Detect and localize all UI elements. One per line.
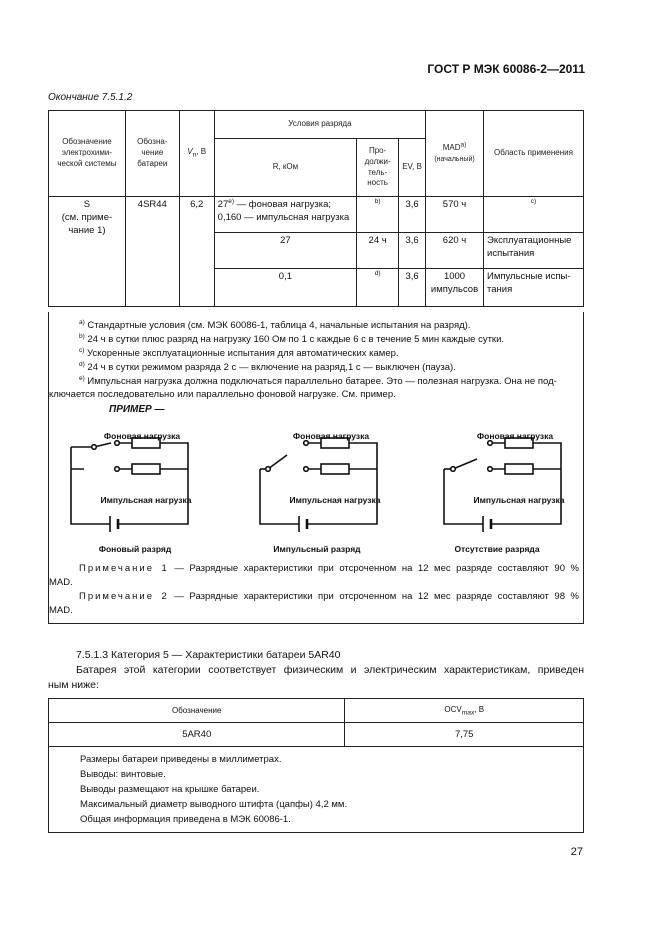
cell-battery: 4SR44 [125, 197, 179, 307]
cell-vn: 6,2 [179, 197, 214, 307]
note-1: Примечание 1 — Разрядные характеристики при отсроченном на 12 мес разряде составляют 90 % [79, 563, 579, 574]
table-row [49, 197, 584, 233]
cell-duration: b) [357, 197, 399, 233]
continuation-label: Окончание 7.5.1.2 [48, 92, 133, 103]
cell-application: c) [484, 197, 584, 233]
note-2-end: MAD. [49, 605, 73, 616]
cell-application: Импульсные испытания [484, 269, 584, 307]
cell-mad: 570 ч [426, 197, 484, 233]
footnote-c: $^{c)}$ Ускоренные эксплуатационные испытания для автоматических камер. [79, 346, 399, 359]
header-system: Обозначение электрохимической системы [49, 111, 126, 197]
cell-r: 0,1 [214, 269, 356, 307]
header-ev: EV, В [399, 139, 426, 197]
example-label: ПРИМЕР — [109, 404, 165, 415]
info-line: Максимальный диаметр выводного штифта (цапфы) 4,2 мм. [80, 799, 348, 810]
diagram-3-mid-label: Импульсная нагрузка [473, 495, 565, 505]
header-duration: Продолжительность [357, 139, 399, 197]
note-1-end: MAD. [49, 577, 73, 588]
footnote-d: $^{d)}$ 24 ч в сутки режимом разряда 2 с — включение на разряд,1 с — выключен (пауза). [79, 360, 456, 373]
diagram-impulse-discharge [260, 438, 377, 532]
section-heading: 7.5.1.3 Категория 5 — Характеристики батареи 5AR40 [76, 649, 341, 661]
header-designation: Обозначение [49, 699, 345, 723]
diagram-background-discharge [71, 438, 188, 532]
diagram-2-top-label: Фоновая нагрузка [292, 431, 370, 441]
header-battery: Обозначение батареи [125, 111, 179, 197]
circuit-diagrams [49, 312, 585, 624]
header-conditions: Условия разряда [214, 111, 425, 139]
diagram-no-discharge [444, 438, 561, 532]
diagram-1-top-label: Фоновая нагрузка [103, 431, 181, 441]
document-header: ГОСТ Р МЭК 60086-2—2011 [427, 62, 585, 76]
category5-table [48, 698, 584, 747]
diagram-1-mid-label: Импульсная нагрузка [100, 495, 192, 505]
info-line: Выводы: винтовые. [80, 769, 166, 780]
cell-r: 27 [214, 233, 356, 269]
section-intro-line2: ным ниже: [48, 679, 99, 691]
note-2: Примечание 2 — Разрядные характеристики при отсроченном на 12 мес разряде составляют 98 % [79, 591, 579, 602]
section-intro-line1: Батарея этой категории соответствует физическим и электрическим характеристикам, приведен [76, 664, 584, 676]
cell-designation: 5AR40 [49, 723, 345, 747]
cell-application: Эксплуатационные испытания [484, 233, 584, 269]
diagram-3-top-label: Фоновая нагрузка [476, 431, 554, 441]
cell-ev: 3,6 [399, 197, 426, 233]
cell-duration: 24 ч [357, 233, 399, 269]
header-vn: $V_n$, В [179, 111, 214, 197]
cell-ev: 3,6 [399, 233, 426, 269]
header-mad: MAD$^{a)}$ (начальный) [426, 111, 484, 197]
footnote-a: $^{a)}$ Стандартные условия (см. МЭК 60086-1, таблица 4, начальные испытания на разряд). [79, 318, 471, 331]
cell-ev: 3,6 [399, 269, 426, 307]
cell-system: S (см. примечание 1) [49, 197, 126, 307]
info-line: Размеры батареи приведены в миллиметрах. [80, 754, 282, 765]
notes-box [48, 312, 584, 624]
diagram-1-caption: Фоновый разряд [98, 544, 172, 554]
page-number: 27 [570, 846, 583, 858]
footnote-e: $^{e)}$ Импульсная нагрузка должна подключаться параллельно батарее. Это — полезная нагрузка. Она не подключается последовательно или параллельно фоновой нагрузке. См. пример. [49, 374, 557, 400]
cell-duration: d) [357, 269, 399, 307]
cell-mad: 620 ч [426, 233, 484, 269]
diagram-2-caption: Импульсный разряд [273, 544, 361, 554]
discharge-table [48, 110, 584, 307]
header-application: Область применения [484, 111, 584, 197]
header-r: R, кОм [214, 139, 356, 197]
table-row [49, 723, 584, 747]
info-line: Выводы размещают на крышке батареи. [80, 784, 260, 795]
diagram-2-mid-label: Импульсная нагрузка [289, 495, 381, 505]
info-line: Общая информация приведена в МЭК 60086-1. [80, 814, 291, 825]
footnote-b: $^{b)}$ 24 ч в сутки плюс разряд на нагрузку 160 Ом по 1 с каждые 6 с в течение 5 мин каждые сутки. [79, 332, 505, 345]
cell-ocv: 7,75 [345, 723, 584, 747]
diagram-3-caption: Отсутствие разряда [454, 544, 540, 554]
header-ocv: $OCV_{max}$, В [345, 699, 584, 723]
cell-r: 27$^{e)}$ — фоновая нагрузка; 0,160 — импульсная нагрузка [214, 197, 356, 233]
battery-info-box [48, 747, 584, 833]
cell-mad: 1000 импульсов [426, 269, 484, 307]
